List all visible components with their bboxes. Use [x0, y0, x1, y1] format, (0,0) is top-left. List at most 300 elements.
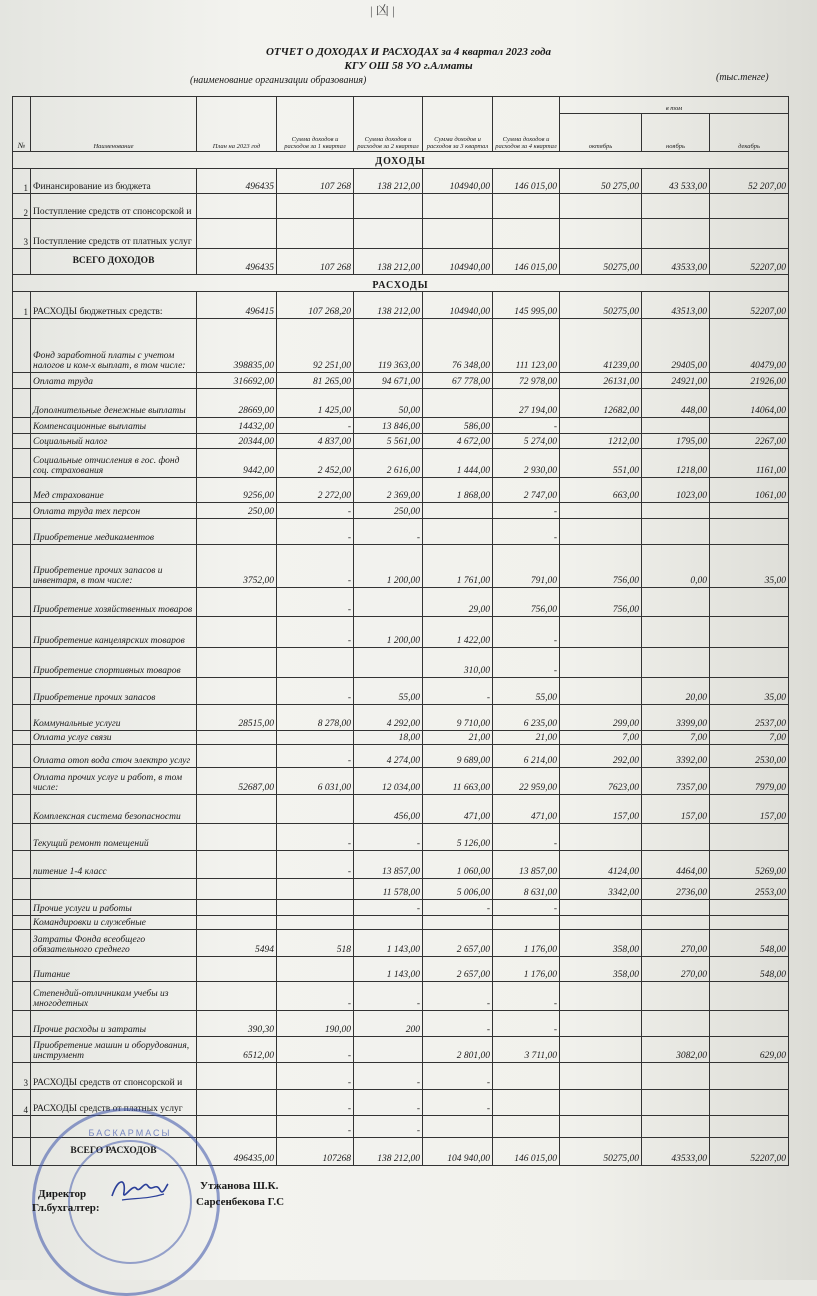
value-cell: [277, 219, 354, 249]
value-cell: [710, 915, 789, 930]
value-cell: [560, 194, 642, 219]
value-cell: 5494: [197, 930, 277, 956]
value-cell: 28515,00: [197, 704, 277, 730]
header-q2: Сумма доходов и расходов за 2 квартал: [354, 97, 423, 152]
table-row: [13, 982, 789, 1010]
value-cell: [560, 617, 642, 648]
row-number: 4: [13, 1089, 31, 1115]
value-cell: [560, 982, 642, 1010]
table-row: [13, 795, 789, 823]
value-cell: [197, 1116, 277, 1138]
value-cell: 41239,00: [560, 318, 642, 373]
value-cell: 28669,00: [197, 389, 277, 417]
value-cell: [197, 899, 277, 915]
value-cell: 2 657,00: [423, 930, 493, 956]
value-cell: 3342,00: [560, 878, 642, 899]
table-row: [13, 1036, 789, 1062]
value-cell: [642, 982, 710, 1010]
table-row: [13, 248, 789, 274]
value-cell: 92 251,00: [277, 318, 354, 373]
value-cell: [642, 219, 710, 249]
value-cell: [493, 1089, 560, 1115]
value-cell: 7,00: [642, 731, 710, 745]
row-name: Оплата отоп вода сточ электро услуг: [31, 744, 197, 767]
value-cell: 4 672,00: [423, 433, 493, 449]
row-number: [13, 744, 31, 767]
value-cell: 5 274,00: [493, 433, 560, 449]
value-cell: 29405,00: [642, 318, 710, 373]
value-cell: 471,00: [423, 795, 493, 823]
row-name: Социальные отчисления в гос. фонд соц. страхования: [31, 449, 197, 477]
table-row: [13, 449, 789, 477]
table-row: [13, 915, 789, 930]
value-cell: 250,00: [354, 503, 423, 519]
table-row: [13, 930, 789, 956]
value-cell: 3392,00: [642, 744, 710, 767]
row-number: [13, 545, 31, 587]
value-cell: 7623,00: [560, 767, 642, 794]
value-cell: 21,00: [493, 731, 560, 745]
value-cell: 24921,00: [642, 373, 710, 389]
value-cell: 81 265,00: [277, 373, 354, 389]
value-cell: [197, 1063, 277, 1089]
value-cell: [423, 518, 493, 544]
value-cell: 111 123,00: [493, 318, 560, 373]
row-number: [13, 878, 31, 899]
value-cell: 138 212,00: [354, 248, 423, 274]
value-cell: [354, 219, 423, 249]
value-cell: 1 060,00: [423, 851, 493, 878]
row-number: 1: [13, 292, 31, 318]
value-cell: -: [423, 1089, 493, 1115]
value-cell: [354, 194, 423, 219]
row-number: [13, 248, 31, 274]
value-cell: 496435,00: [197, 1138, 277, 1166]
value-cell: -: [277, 1063, 354, 1089]
value-cell: -: [423, 678, 493, 704]
value-cell: 7,00: [710, 731, 789, 745]
value-cell: -: [354, 518, 423, 544]
value-cell: 390,30: [197, 1010, 277, 1036]
value-cell: 756,00: [560, 587, 642, 617]
value-cell: -: [277, 503, 354, 519]
value-cell: [710, 647, 789, 678]
value-cell: [197, 587, 277, 617]
row-name: РАСХОДЫ средств от спонсорской и: [31, 1063, 197, 1089]
value-cell: -: [423, 1010, 493, 1036]
header-plan: План на 2023 год: [197, 97, 277, 152]
value-cell: -: [277, 518, 354, 544]
value-cell: 358,00: [560, 956, 642, 981]
header-october: октябрь: [560, 113, 642, 151]
value-cell: [710, 518, 789, 544]
value-cell: 22 959,00: [493, 767, 560, 794]
value-cell: 4464,00: [642, 851, 710, 878]
value-cell: [354, 915, 423, 930]
value-cell: 146 015,00: [493, 168, 560, 193]
value-cell: [710, 1116, 789, 1138]
value-cell: 52 207,00: [710, 168, 789, 193]
row-number: [13, 851, 31, 878]
value-cell: 76 348,00: [423, 318, 493, 373]
header-q4: Сумма доходов и расходов за 4 квартал: [493, 97, 560, 152]
value-cell: [197, 851, 277, 878]
value-cell: -: [493, 1010, 560, 1036]
value-cell: 29,00: [423, 587, 493, 617]
row-number: [13, 417, 31, 433]
table-row: [13, 518, 789, 544]
value-cell: -: [354, 1116, 423, 1138]
value-cell: [197, 194, 277, 219]
value-cell: 2 369,00: [354, 477, 423, 502]
value-cell: 398835,00: [197, 318, 277, 373]
row-name: Прочие расходы и затраты: [31, 1010, 197, 1036]
value-cell: 104940,00: [423, 292, 493, 318]
table-row: [13, 587, 789, 617]
value-cell: [710, 982, 789, 1010]
row-number: [13, 389, 31, 417]
value-cell: [560, 915, 642, 930]
director-label: Директор: [38, 1188, 87, 1200]
value-cell: 1 761,00: [423, 545, 493, 587]
value-cell: -: [493, 899, 560, 915]
row-number: [13, 678, 31, 704]
value-cell: 146 015,00: [493, 1138, 560, 1166]
value-cell: [642, 587, 710, 617]
value-cell: 456,00: [354, 795, 423, 823]
value-cell: [560, 1116, 642, 1138]
value-cell: 548,00: [710, 956, 789, 981]
value-cell: -: [277, 823, 354, 850]
value-cell: [197, 518, 277, 544]
value-cell: -: [277, 678, 354, 704]
value-cell: 35,00: [710, 678, 789, 704]
value-cell: 2 801,00: [423, 1036, 493, 1062]
row-number: [13, 915, 31, 930]
row-name: РАСХОДЫ средств от платных услуг: [31, 1089, 197, 1115]
table-row: [13, 477, 789, 502]
value-cell: 496435: [197, 168, 277, 193]
section-label: ДОХОДЫ: [13, 151, 789, 168]
value-cell: 138 212,00: [354, 168, 423, 193]
value-cell: [560, 678, 642, 704]
value-cell: 107 268: [277, 168, 354, 193]
table-row: [13, 647, 789, 678]
value-cell: -: [493, 647, 560, 678]
units-label: (тыс.тенге): [716, 72, 769, 83]
value-cell: 50275,00: [560, 292, 642, 318]
table-row: [13, 678, 789, 704]
row-name: Оплата труда: [31, 373, 197, 389]
value-cell: [423, 1116, 493, 1138]
value-cell: [493, 1116, 560, 1138]
row-number: 2: [13, 194, 31, 219]
value-cell: -: [493, 982, 560, 1010]
row-name: Приобретение прочих запасов: [31, 678, 197, 704]
row-name: Коммунальные услуги: [31, 704, 197, 730]
row-name: Социальный налог: [31, 433, 197, 449]
value-cell: -: [493, 417, 560, 433]
header-no: №: [13, 97, 31, 152]
value-cell: 1795,00: [642, 433, 710, 449]
value-cell: 6512,00: [197, 1036, 277, 1062]
value-cell: 5 561,00: [354, 433, 423, 449]
value-cell: 3 711,00: [493, 1036, 560, 1062]
table-row: [13, 417, 789, 433]
value-cell: 157,00: [642, 795, 710, 823]
value-cell: [642, 1063, 710, 1089]
value-cell: 2530,00: [710, 744, 789, 767]
table-row: [13, 292, 789, 318]
value-cell: [354, 647, 423, 678]
value-cell: [423, 194, 493, 219]
value-cell: 2537,00: [710, 704, 789, 730]
row-number: [13, 373, 31, 389]
row-name: Степендий-отличникам учебы из многодетных: [31, 982, 197, 1010]
value-cell: 7979,00: [710, 767, 789, 794]
value-cell: 1 200,00: [354, 545, 423, 587]
row-number: [13, 587, 31, 617]
value-cell: [642, 617, 710, 648]
value-cell: 104940,00: [423, 248, 493, 274]
value-cell: 310,00: [423, 647, 493, 678]
value-cell: [277, 194, 354, 219]
value-cell: 4 837,00: [277, 433, 354, 449]
table-row: [13, 1010, 789, 1036]
row-name: Приобретение медикаментов: [31, 518, 197, 544]
accountant-label: Гл.бухгалтер:: [32, 1202, 100, 1214]
value-cell: 629,00: [710, 1036, 789, 1062]
value-cell: [642, 417, 710, 433]
value-cell: 13 846,00: [354, 417, 423, 433]
row-number: [13, 795, 31, 823]
row-name: Приобретение хозяйственных товаров: [31, 587, 197, 617]
row-name: Компенсационные выплаты: [31, 417, 197, 433]
value-cell: [423, 389, 493, 417]
value-cell: -: [354, 1089, 423, 1115]
organization-caption: (наименование организации образования): [190, 75, 367, 86]
value-cell: 6 235,00: [493, 704, 560, 730]
value-cell: [493, 219, 560, 249]
value-cell: -: [493, 503, 560, 519]
value-cell: 67 778,00: [423, 373, 493, 389]
value-cell: 2 272,00: [277, 477, 354, 502]
value-cell: 1 143,00: [354, 956, 423, 981]
row-name: Оплата прочих услуг и работ, в том числе:: [31, 767, 197, 794]
value-cell: 3399,00: [642, 704, 710, 730]
row-name: Фонд заработной платы с учетом налогов и ком-х выплат, в том числе:: [31, 318, 197, 373]
value-cell: 146 015,00: [493, 248, 560, 274]
table-row: [13, 194, 789, 219]
row-number: [13, 767, 31, 794]
value-cell: [197, 219, 277, 249]
value-cell: 52207,00: [710, 1138, 789, 1166]
value-cell: [423, 503, 493, 519]
value-cell: 14432,00: [197, 417, 277, 433]
value-cell: 1061,00: [710, 477, 789, 502]
value-cell: 2 657,00: [423, 956, 493, 981]
value-cell: 518: [277, 930, 354, 956]
value-cell: 52687,00: [197, 767, 277, 794]
value-cell: 72 978,00: [493, 373, 560, 389]
value-cell: -: [277, 587, 354, 617]
value-cell: 1 176,00: [493, 930, 560, 956]
value-cell: [277, 956, 354, 981]
row-number: [13, 731, 31, 745]
table-row: [13, 168, 789, 193]
value-cell: [710, 1089, 789, 1115]
row-number: [13, 617, 31, 648]
table-row: [13, 823, 789, 850]
value-cell: 107 268,20: [277, 292, 354, 318]
value-cell: -: [354, 982, 423, 1010]
table-row: [13, 744, 789, 767]
row-name: Оплата услуг связи: [31, 731, 197, 745]
value-cell: [642, 899, 710, 915]
value-cell: [642, 194, 710, 219]
row-number: [13, 1010, 31, 1036]
value-cell: 157,00: [710, 795, 789, 823]
row-number: [13, 1116, 31, 1138]
value-cell: -: [277, 617, 354, 648]
value-cell: 145 995,00: [493, 292, 560, 318]
value-cell: 471,00: [493, 795, 560, 823]
value-cell: 55,00: [493, 678, 560, 704]
value-cell: [642, 1116, 710, 1138]
value-cell: [642, 518, 710, 544]
value-cell: [642, 1010, 710, 1036]
value-cell: 299,00: [560, 704, 642, 730]
value-cell: [560, 503, 642, 519]
value-cell: [493, 915, 560, 930]
value-cell: 9442,00: [197, 449, 277, 477]
value-cell: [710, 617, 789, 648]
value-cell: 107 268: [277, 248, 354, 274]
value-cell: 1 176,00: [493, 956, 560, 981]
value-cell: [710, 219, 789, 249]
value-cell: 43 533,00: [642, 168, 710, 193]
value-cell: 791,00: [493, 545, 560, 587]
value-cell: 50275,00: [560, 248, 642, 274]
row-number: [13, 982, 31, 1010]
row-name: [31, 878, 197, 899]
row-number: [13, 956, 31, 981]
row-number: 1: [13, 168, 31, 193]
value-cell: 18,00: [354, 731, 423, 745]
value-cell: 138 212,00: [354, 1138, 423, 1166]
row-name: Финансирование из бюджета: [31, 168, 197, 193]
value-cell: 12 034,00: [354, 767, 423, 794]
value-cell: [710, 1010, 789, 1036]
value-cell: -: [354, 823, 423, 850]
row-number: 3: [13, 219, 31, 249]
value-cell: [560, 518, 642, 544]
value-cell: 1212,00: [560, 433, 642, 449]
value-cell: [197, 1089, 277, 1115]
row-name: Приобретение спортивных товаров: [31, 647, 197, 678]
header-q1: Сумма доходов и расходов за 1 квартал: [277, 97, 354, 152]
row-number: [13, 318, 31, 373]
row-name: Мед страхование: [31, 477, 197, 502]
row-number: [13, 899, 31, 915]
value-cell: 1 868,00: [423, 477, 493, 502]
value-cell: 26131,00: [560, 373, 642, 389]
row-number: [13, 1138, 31, 1166]
value-cell: -: [277, 982, 354, 1010]
value-cell: 448,00: [642, 389, 710, 417]
value-cell: 40479,00: [710, 318, 789, 373]
value-cell: 13 857,00: [354, 851, 423, 878]
value-cell: 157,00: [560, 795, 642, 823]
value-cell: 496415: [197, 292, 277, 318]
value-cell: [423, 219, 493, 249]
value-cell: 9256,00: [197, 477, 277, 502]
value-cell: [560, 1063, 642, 1089]
value-cell: 5269,00: [710, 851, 789, 878]
section-label: РАСХОДЫ: [13, 275, 789, 292]
value-cell: 316692,00: [197, 373, 277, 389]
expense-section-header: [13, 275, 789, 292]
table-row: [13, 1063, 789, 1089]
value-cell: 2267,00: [710, 433, 789, 449]
table-row: [13, 433, 789, 449]
value-cell: [197, 731, 277, 745]
value-cell: [710, 587, 789, 617]
value-cell: 2553,00: [710, 878, 789, 899]
value-cell: 3752,00: [197, 545, 277, 587]
value-cell: [197, 823, 277, 850]
value-cell: -: [277, 851, 354, 878]
value-cell: [642, 1089, 710, 1115]
value-cell: 9 689,00: [423, 744, 493, 767]
value-cell: [560, 647, 642, 678]
value-cell: 4 292,00: [354, 704, 423, 730]
value-cell: -: [277, 545, 354, 587]
table-row: [13, 767, 789, 794]
table-row: [13, 899, 789, 915]
value-cell: 52207,00: [710, 248, 789, 274]
table-row: [13, 851, 789, 878]
value-cell: 52207,00: [710, 292, 789, 318]
value-cell: -: [354, 1063, 423, 1089]
value-cell: -: [277, 1116, 354, 1138]
value-cell: 11 663,00: [423, 767, 493, 794]
value-cell: [642, 823, 710, 850]
value-cell: 8 631,00: [493, 878, 560, 899]
table-row: [13, 956, 789, 981]
row-name: РАСХОДЫ бюджетных средств:: [31, 292, 197, 318]
value-cell: 3082,00: [642, 1036, 710, 1062]
value-cell: -: [493, 823, 560, 850]
table-row: [13, 878, 789, 899]
value-cell: -: [277, 417, 354, 433]
row-name: Комплексная система безопасности: [31, 795, 197, 823]
value-cell: [197, 878, 277, 899]
value-cell: -: [493, 617, 560, 648]
value-cell: [710, 823, 789, 850]
value-cell: 21,00: [423, 731, 493, 745]
value-cell: 7357,00: [642, 767, 710, 794]
value-cell: 1 200,00: [354, 617, 423, 648]
value-cell: [277, 899, 354, 915]
value-cell: 1 425,00: [277, 389, 354, 417]
value-cell: 13 857,00: [493, 851, 560, 878]
row-name: Затраты Фонда всеобщего обязательного среднего: [31, 930, 197, 956]
value-cell: [197, 744, 277, 767]
value-cell: [560, 823, 642, 850]
value-cell: 104 940,00: [423, 1138, 493, 1166]
table-row: [13, 318, 789, 373]
